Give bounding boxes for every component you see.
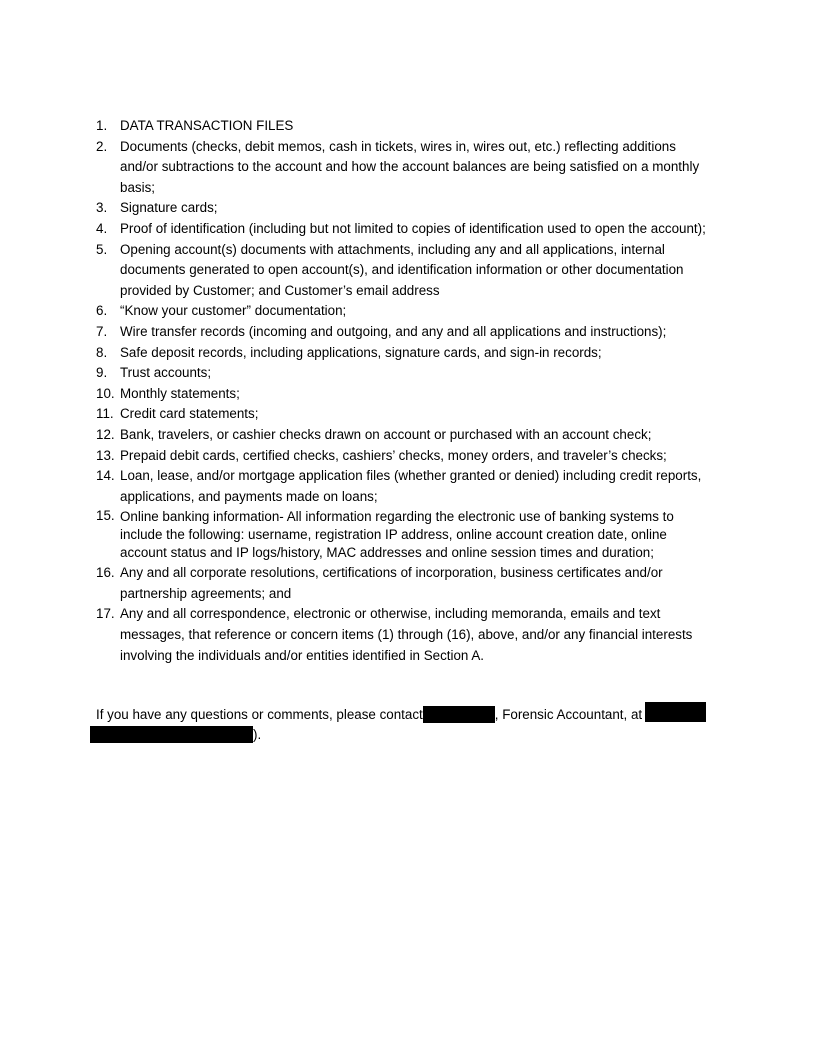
list-item-number: 1.: [96, 118, 108, 133]
contact-suffix-text: ).: [253, 727, 262, 742]
list-item-text: Opening account(s) documents with attachments, including any and all applications, internal documents generated to open account(s), and identification information or other documentation provided by Customer; and Customer’s email address: [120, 241, 684, 298]
list-item: [96, 198, 716, 219]
list-item-number: 2.: [96, 138, 108, 154]
list-item-number: 17.: [96, 606, 115, 622]
list-item-text: Signature cards;: [120, 200, 218, 216]
redacted-name: [423, 706, 495, 723]
list-item: [96, 404, 716, 425]
list-item-text: Prepaid debit cards, certified checks, cashiers’ checks, money orders, and traveler’s checks;: [120, 447, 667, 463]
list-item-number: 16.: [96, 565, 115, 581]
list-item: [96, 507, 716, 563]
list-item-text: Any and all correspondence, electronic or otherwise, including memoranda, emails and text messages, that reference or concern items (1) through (16), above, and/or any financial interests involving the individuals and/or entities identified in Section A.: [120, 606, 693, 663]
list-item-text: Monthly statements;: [120, 385, 240, 401]
list-item-text: Credit card statements;: [120, 406, 259, 422]
list-item-number: 13.: [96, 447, 115, 463]
request-list: [96, 116, 716, 666]
list-item-number: 11.: [96, 406, 114, 422]
list-item: [96, 322, 716, 343]
list-item-text: Any and all corporate resolutions, certifications of incorporation, business certificates and/or partnership agreements; and: [120, 565, 663, 601]
list-item-number: 7.: [96, 323, 108, 339]
list-item-text: Online banking information- All information regarding the electronic use of banking systems to include the following: username, registration IP address, online account creation date, online account status and IP logs/history, MAC addresses and online session times and duration;: [120, 509, 674, 561]
list-item-number: 15.: [96, 508, 115, 524]
list-item-number: 3.: [96, 200, 108, 216]
list-item: [96, 466, 716, 507]
list-item-text: Loan, lease, and/or mortgage application files (whether granted or denied) including credit reports, applications, and payments made on loans;: [120, 468, 702, 504]
contact-middle-text: , Forensic Accountant, at: [494, 707, 643, 722]
list-item-text: Bank, travelers, or cashier checks drawn on account or purchased with an account check;: [120, 426, 652, 442]
list-item-text: Proof of identification (including but not limited to copies of identification used to open the account);: [120, 220, 706, 236]
list-item: [96, 137, 716, 199]
list-item: [96, 604, 716, 666]
list-item-number: 8.: [96, 344, 108, 360]
list-item-number: 12.: [96, 426, 115, 442]
list-item: [96, 240, 716, 302]
list-item-number: 5.: [96, 241, 108, 257]
contact-line-2: [90, 725, 261, 745]
list-item: [96, 363, 716, 384]
list-item-number: 14.: [96, 468, 115, 484]
list-item: [96, 384, 716, 405]
list-item-text: Trust accounts;: [120, 365, 212, 381]
list-item-number: 6.: [96, 303, 108, 319]
contact-prefix-text: If you have any questions or comments, please contact: [96, 707, 423, 722]
list-item-text: Wire transfer records (incoming and outgoing, and any and all applications and instructions);: [120, 323, 667, 339]
list-item: [96, 219, 716, 240]
list-item-number: 4.: [96, 220, 108, 236]
list-item-text: Documents (checks, debit memos, cash in tickets, wires in, wires out, etc.) reflecting additions and/or subtractions to the account and how the account balances are being satisfied on a monthly basis;: [120, 138, 700, 195]
list-item: [96, 343, 716, 364]
contact-paragraph: [96, 705, 716, 725]
list-item: [96, 563, 716, 604]
list-item: [96, 116, 716, 137]
list-item-text: DATA TRANSACTION FILES: [120, 118, 294, 133]
list-item: [96, 425, 716, 446]
list-item: [96, 301, 716, 322]
list-item: [96, 446, 716, 467]
redacted-email: [90, 726, 253, 743]
redacted-phone: [645, 702, 706, 722]
list-item-number: 9.: [96, 365, 108, 381]
list-item-number: 10.: [96, 385, 115, 401]
list-item-text: Safe deposit records, including applications, signature cards, and sign-in records;: [120, 344, 602, 360]
list-item-text: “Know your customer” documentation;: [120, 303, 347, 319]
